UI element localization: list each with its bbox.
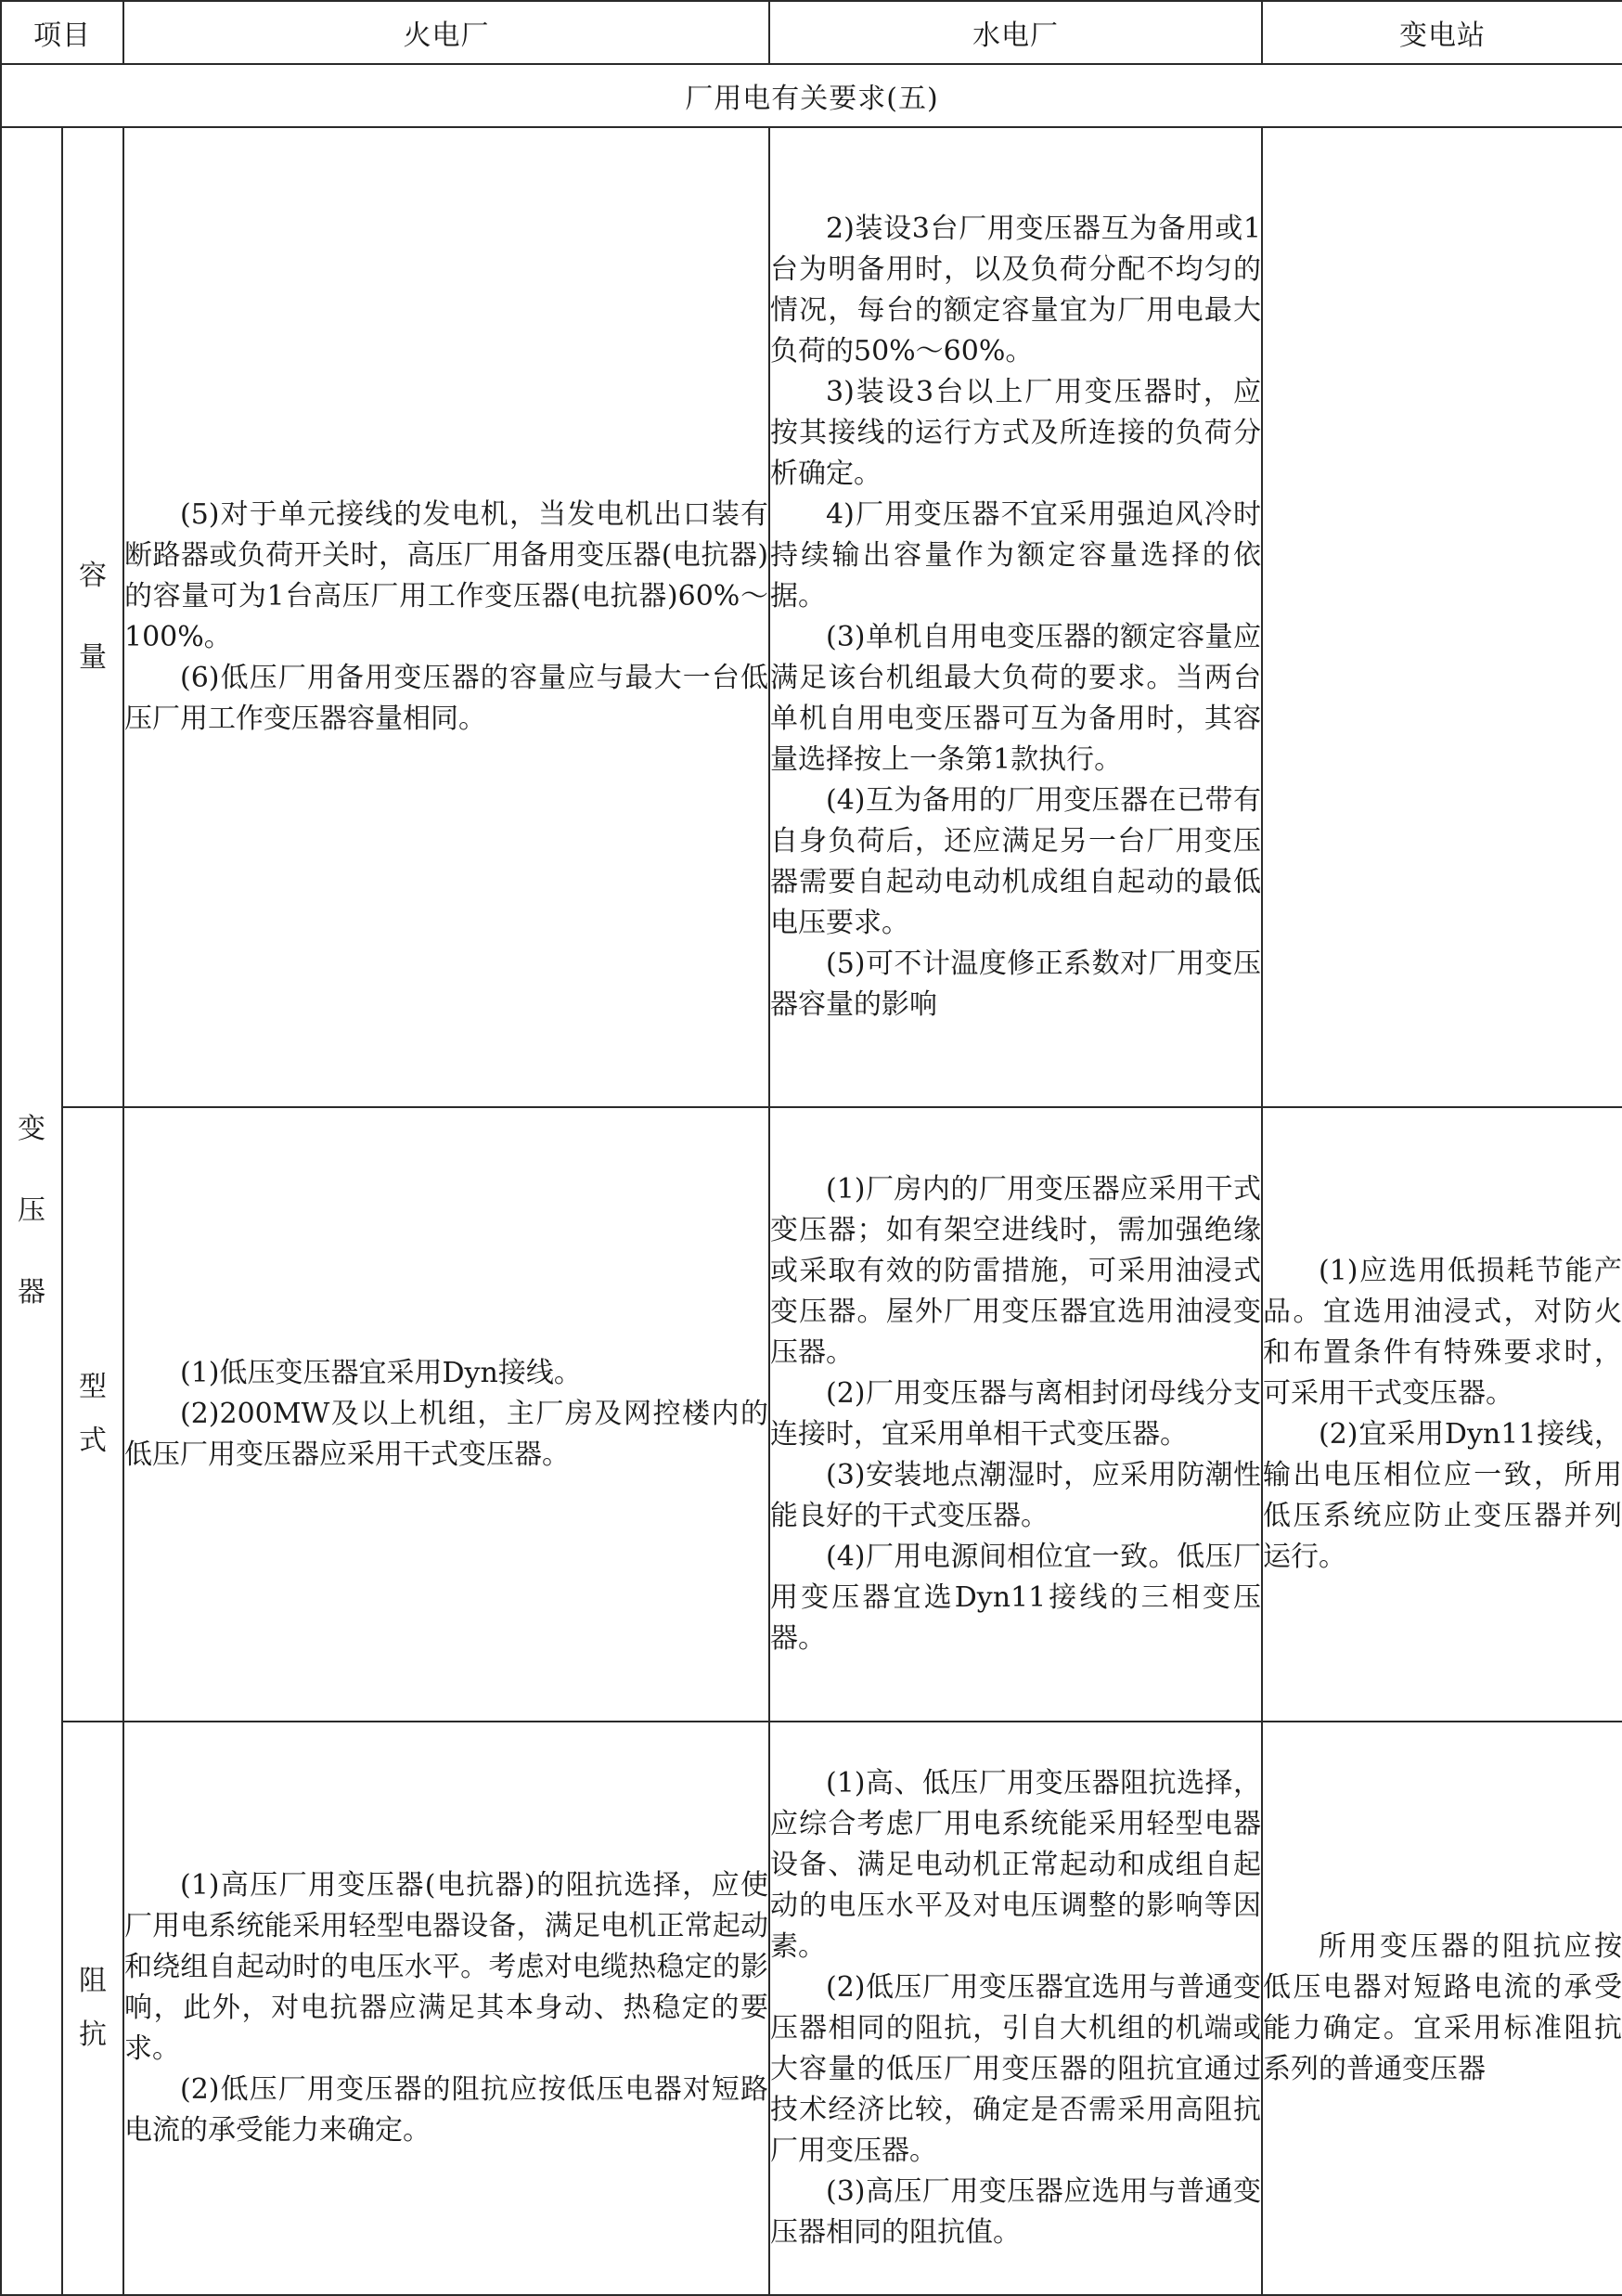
- cell-paragraph: (2)低压厂用变压器宜选用与普通变压器相同的阻抗，引自大机组的机端或大容量的低压厂用变压器的阻抗宜通过技术经济比较，确定是否需采用高阻抗厂用变压器。: [770, 1971, 1261, 2167]
- row-capacity: [1, 127, 1622, 1107]
- cell-paragraph: (1)厂房内的厂用变压器应采用干式变压器；如有架空进线时，需加强绝缘或采取有效的防雷措施，可采用油浸式变压器。屋外厂用变压器宜选用油浸变压器。: [770, 1173, 1261, 1369]
- cell-paragraph: 所用变压器的阻抗应按低压电器对短路电流的承受能力确定。宜采用标准阻抗系列的普通变压器: [1263, 1930, 1622, 2085]
- cell-paragraph: (1)低压变压器宜采用Dyn接线。: [180, 1357, 582, 1389]
- cell-paragraph: (4)厂用电源间相位宜一致。低压厂用变压器宜选Dyn11接线的三相变压器。: [770, 1541, 1261, 1655]
- subtitle-row: [1, 64, 1622, 127]
- group-label-cell: [1, 127, 62, 2295]
- header-thermal: 火电厂: [123, 1, 769, 64]
- table-subtitle: 厂用电有关要求(五): [1, 64, 1622, 127]
- cell-paragraph: (3)单机自用电变压器的额定容量应满足该台机组最大负荷的要求。当两台单机自用电变压器可互为备用时，其容量选择按上一条第1款执行。: [770, 621, 1261, 776]
- type-label-cell: [62, 1107, 123, 1722]
- cell-paragraph: (6)低压厂用备用变压器的容量应与最大一台低压厂用工作变压器容量相同。: [124, 662, 768, 735]
- header-item: 项目: [1, 1, 123, 64]
- cell-paragraph: (2)厂用变压器与离相封闭母线分支连接时，宜采用单相干式变压器。: [770, 1377, 1261, 1451]
- cell-paragraph: (5)可不计温度修正系数对厂用变压器容量的影响: [770, 948, 1261, 1021]
- cell-paragraph: 4)厂用变压器不宜采用强迫风冷时持续输出容量作为额定容量选择的依据。: [770, 498, 1261, 613]
- cell-paragraph: (2)200MW及以上机组，主厂房及网控楼内的低压厂用变压器应采用干式变压器。: [124, 1398, 768, 1471]
- cell-paragraph: (5)对于单元接线的发电机，当发电机出口装有断路器或负荷开关时，高压厂用备用变压器(电抗器)的容量可为1台高压厂用工作变压器(电抗器)60%～100%。: [124, 498, 768, 653]
- header-substation: 变电站: [1262, 1, 1622, 64]
- group-label: 变压器: [18, 1113, 45, 1309]
- type-thermal: [123, 1107, 769, 1722]
- header-hydro: 水电厂: [769, 1, 1262, 64]
- row-type: [1, 1107, 1622, 1722]
- capacity-thermal: [123, 127, 769, 1107]
- cell-paragraph: (2)宜采用Dyn11接线，输出电压相位应一致，所用低压系统应防止变压器并列运行。: [1263, 1418, 1622, 1573]
- type-substation: [1262, 1107, 1622, 1722]
- type-hydro: [769, 1107, 1262, 1722]
- cell-paragraph: (1)高、低压厂用变压器阻抗选择，应综合考虑厂用电系统能采用轻型电器设备、满足电动机正常起动和成组自起动的电压水平及对电压调整的影响等因素。: [770, 1767, 1261, 1963]
- type-label: 型式: [79, 1371, 107, 1457]
- cell-paragraph: (1)高压厂用变压器(电抗器)的阻抗选择，应使厂用电系统能采用轻型电器设备，满足电机正常起动和绕组自起动时的电压水平。考虑对电缆热稳定的影响，此外，对电抗器应满足其本身动、热稳定的要求。: [124, 1869, 768, 2065]
- cell-paragraph: (2)低压厂用变压器的阻抗应按低压电器对短路电流的承受能力来确定。: [124, 2073, 768, 2147]
- impedance-label-cell: [62, 1722, 123, 2295]
- capacity-label: 容量: [79, 560, 107, 674]
- capacity-substation: [1262, 127, 1622, 1107]
- cell-paragraph: (1)应选用低损耗节能产品。宜选用油浸式，对防火和布置条件有特殊要求时，可采用干式变压器。: [1263, 1255, 1622, 1410]
- capacity-hydro: [769, 127, 1262, 1107]
- capacity-label-cell: [62, 127, 123, 1107]
- cell-paragraph: (4)互为备用的厂用变压器在已带有自身负荷后，还应满足另一台厂用变压器需要自起动电动机成组自起动的最低电压要求。: [770, 784, 1261, 939]
- cell-paragraph: (3)安装地点潮湿时，应采用防潮性能良好的干式变压器。: [770, 1459, 1261, 1532]
- header-row: [1, 1, 1622, 64]
- impedance-label: 阻抗: [79, 1965, 107, 2051]
- cell-paragraph: 2)装设3台厂用变压器互为备用或1台为明备用时，以及负荷分配不均匀的情况，每台的额定容量宜为厂用电最大负荷的50%～60%。: [770, 213, 1261, 368]
- cell-paragraph: (3)高压厂用变压器应选用与普通变压器相同的阻抗值。: [770, 2175, 1261, 2249]
- impedance-hydro: [769, 1722, 1262, 2295]
- cell-paragraph: 3)装设3台以上厂用变压器时，应按其接线的运行方式及所连接的负荷分析确定。: [770, 376, 1261, 490]
- impedance-thermal: [123, 1722, 769, 2295]
- impedance-substation: [1262, 1722, 1622, 2295]
- row-impedance: [1, 1722, 1622, 2295]
